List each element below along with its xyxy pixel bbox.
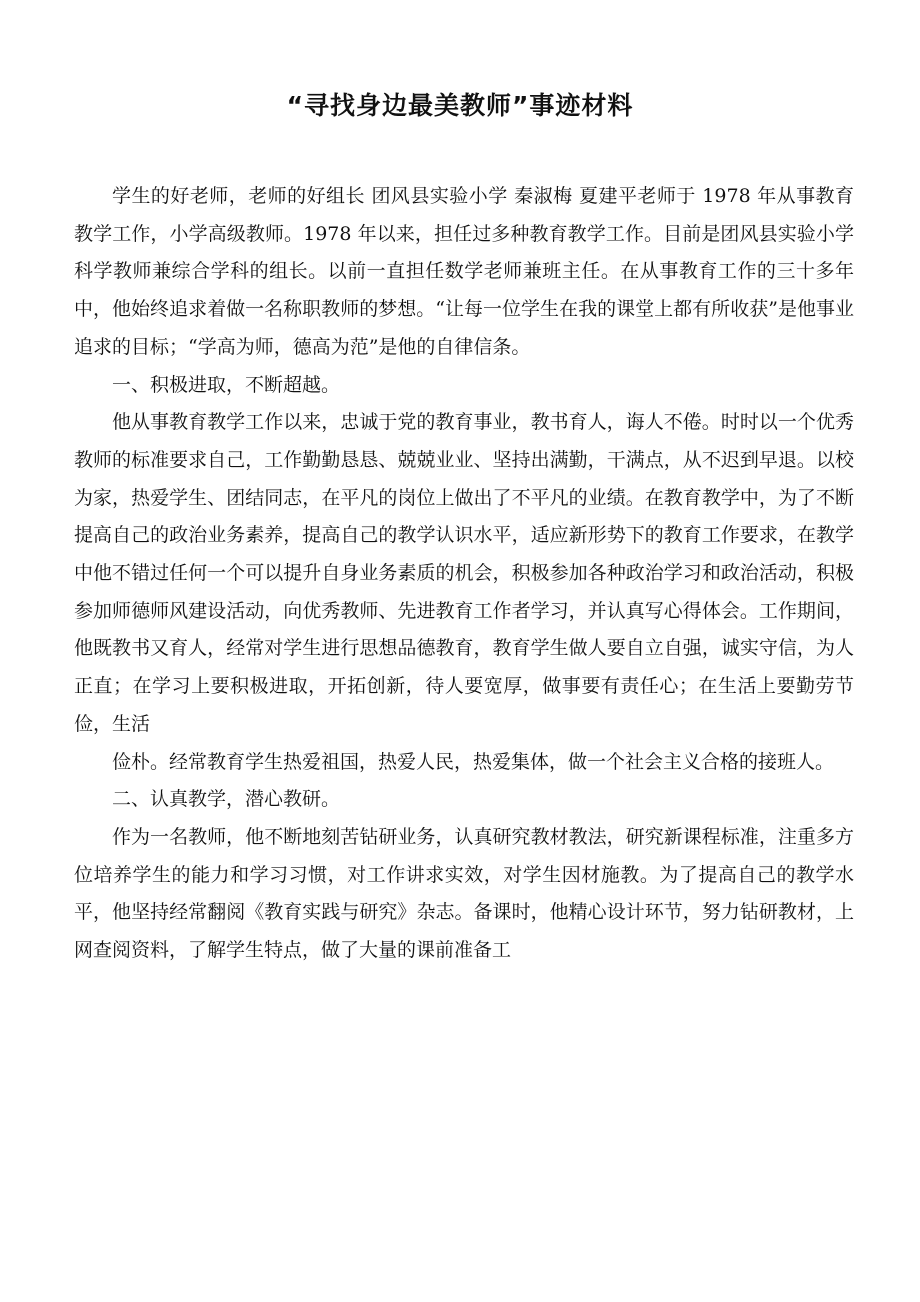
document-body [74,178,854,970]
section-1-paragraph: 他从事教育教学工作以来，忠诚于党的教育事业，教书育人，诲人不倦。时时以一个优秀教师的标准要求自己，工作勤勤恳恳、兢兢业业、坚持出满勤，干满点，从不迟到早退。以校为家，热爱学生、团结同志，在平凡的岗位上做出了不平凡的业绩。在教育教学中，为了不断提高自己的政治业务素养，提高自己的教学认识水平，适应新形势下的教育工作要求，在教学中他不错过任何一个可以提升自身业务素质的机会，积极参加各种政治学习和政治活动，积极参加师德师风建设活动，向优秀教师、先进教育工作者学习，并认真写心得体会。工作期间，他既教书又育人，经常对学生进行思想品德教育，教育学生做人要自立自强，诚实守信，为人正直；在学习上要积极进取，开拓创新，待人要宽厚，做事要有责任心；在生活上要勤劳节俭，生活 [74,411,854,735]
section-2-paragraph: 作为一名教师，他不断地刻苦钻研业务，认真研究教材教法，研究新课程标准，注重多方位培养学生的能力和学习习惯，对工作讲求实效，对学生因材施教。为了提高自己的教学水平，他坚持经常翻阅《教育实践与研究》杂志。备课时，他精心设计环节，努力钻研教材，上网查阅资料，了解学生特点，做了大量的课前准备工 [74,825,854,962]
document-title: “寻找身边最美教师”事迹材料 [286,91,634,120]
section-heading-2: 二、认真教学，潜心教研。 [112,788,341,811]
section-heading-1: 一、积极进取，不断超越。 [112,373,341,396]
intro-paragraph: 学生的好老师，老师的好组长 团风县实验小学 秦淑梅 夏建平老师于 1978 年从事教育教学工作，小学高级教师。1978 年以来，担任过多种教育教学工作。目前是团风县实验小学科学教师兼综合学科的组长。以前一直担任数学老师兼班主任。在从事教育工作的三十多年中，他始终追求着做一名称职教师的梦想。“让每一位学生在我的课堂上都有所收获”是他事业追求的目标；“学高为师，德高为范”是他的自律信条。 [74,185,854,358]
section-1-paragraph-continued: 俭朴。经常教育学生热爱祖国，热爱人民，热爱集体，做一个社会主义合格的接班人。 [112,750,835,773]
